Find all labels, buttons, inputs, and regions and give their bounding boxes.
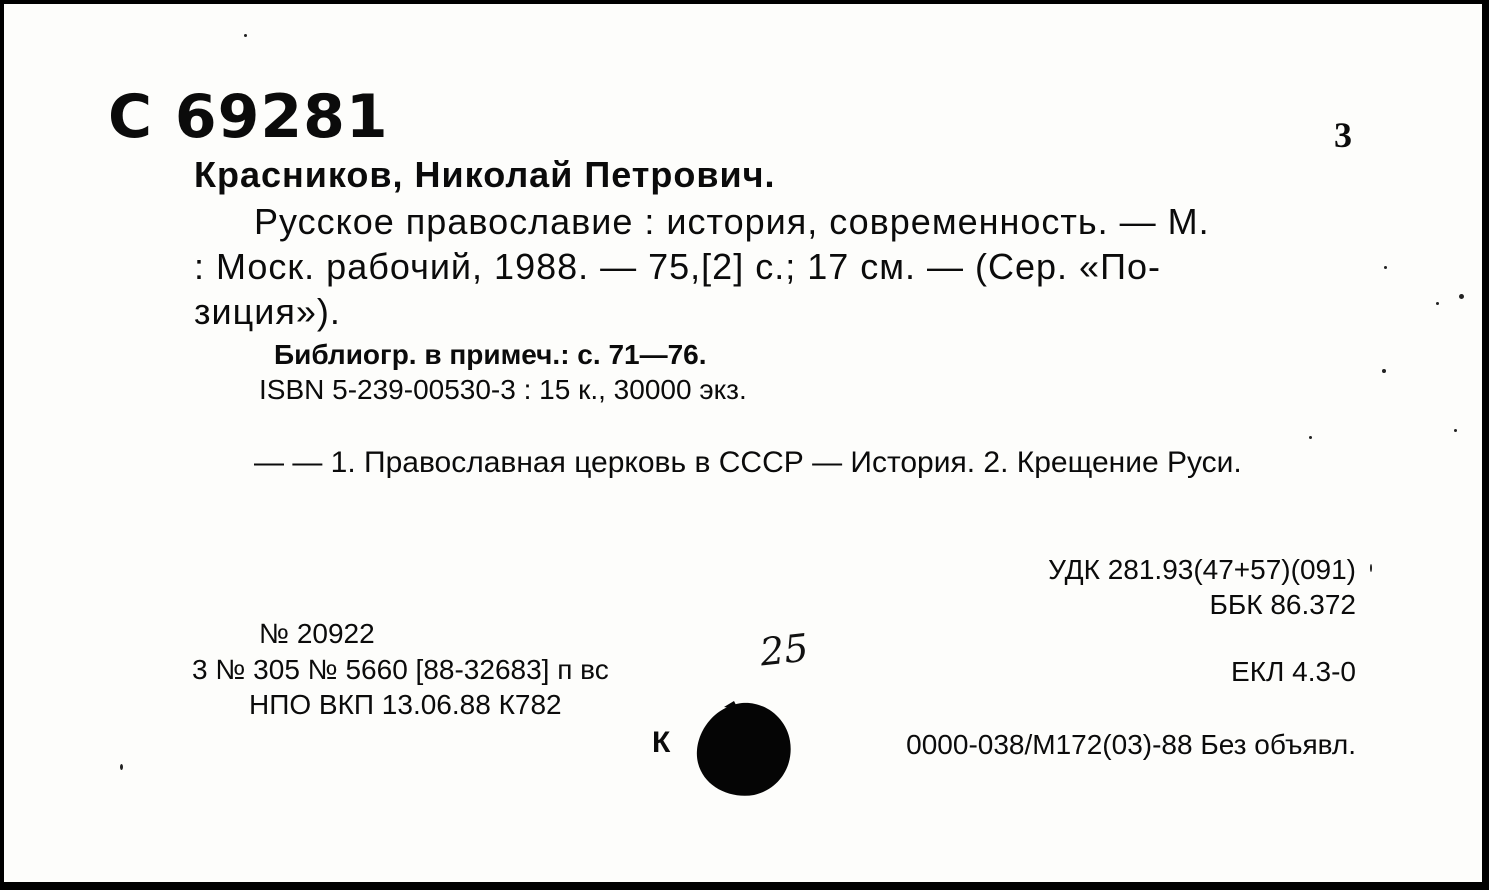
k-letter: К bbox=[652, 726, 671, 759]
dust-speck-icon bbox=[1436, 302, 1439, 305]
catalog-card bbox=[4, 4, 1482, 882]
dust-speck-icon bbox=[120, 764, 123, 770]
description-line-2: : Моск. рабочий, 1988. — 75,[2] с.; 17 см. — (Сер. «По- bbox=[194, 246, 1161, 287]
dust-speck-icon bbox=[1382, 369, 1386, 373]
description-line-1: Русское православие : история, современность. — М. bbox=[254, 201, 1210, 242]
udc-classification: УДК 281.93(47+57)(091) bbox=[1048, 554, 1356, 585]
card-number: № 20922 bbox=[259, 618, 375, 649]
dust-speck-icon bbox=[1370, 564, 1372, 572]
dust-speck-icon bbox=[244, 34, 247, 37]
bibliography-note: Библиогр. в примеч.: с. 71—76. bbox=[274, 339, 707, 370]
dust-speck-icon bbox=[1459, 294, 1464, 299]
corner-number: 3 bbox=[1334, 115, 1352, 155]
print-line: 3 № 305 № 5660 [88-32683] п вс bbox=[192, 654, 609, 685]
handwritten-note: 25 bbox=[757, 625, 811, 675]
bbk-classification: ББК 86.372 bbox=[1209, 589, 1356, 620]
dust-speck-icon bbox=[1454, 429, 1457, 432]
subject-headings: — — 1. Православная церковь в СССР — История. 2. Крещение Руси. bbox=[254, 446, 1242, 479]
k-code-line: 0000-038/М172(03)-88 Без объявл. bbox=[906, 729, 1356, 760]
call-number: С 69281 bbox=[108, 82, 389, 152]
ink-blot-icon bbox=[694, 699, 794, 799]
author-heading: Красников, Николай Петрович. bbox=[194, 154, 776, 195]
ekl-code: ЕКЛ 4.3-0 bbox=[1231, 656, 1356, 687]
title-description bbox=[194, 199, 1364, 334]
isbn-line: ISBN 5-239-00530-3 : 15 к., 30000 экз. bbox=[259, 374, 747, 405]
description-line-3: зиция»). bbox=[194, 291, 341, 332]
npo-line: НПО ВКП 13.06.88 К782 bbox=[249, 689, 562, 720]
dust-speck-icon bbox=[1309, 436, 1312, 439]
dust-speck-icon bbox=[1384, 266, 1387, 269]
